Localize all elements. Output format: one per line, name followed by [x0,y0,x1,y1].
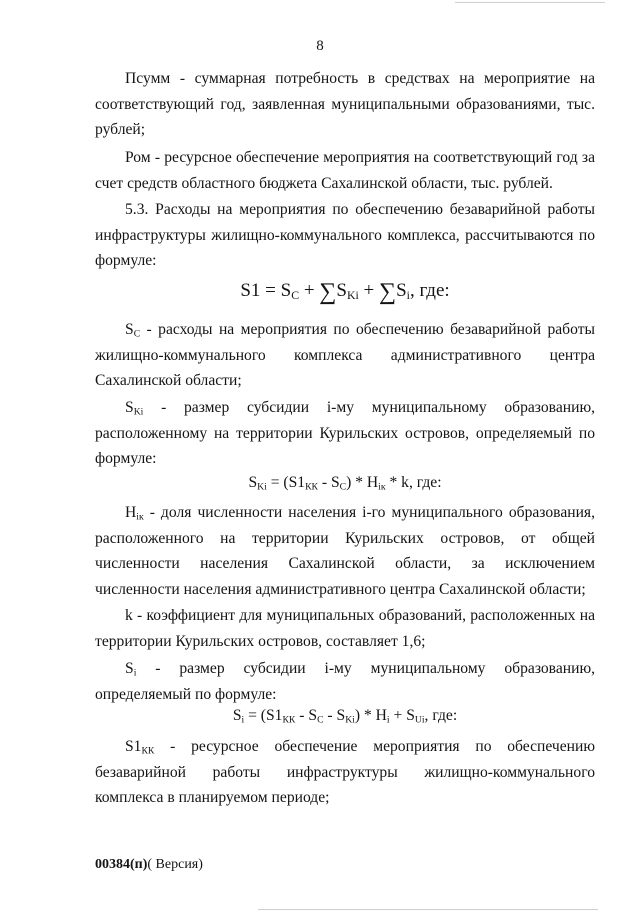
formula-si: $S_i = (S1_{КК} - S_C - S_{Ki}) * H_i + S_{Ui}$, где: [232,707,458,726]
scan-edge-top [455,2,605,3]
paragraph-rom: Ром - ресурсное обеспечение мероприятия на соответствующий год за счет средств областного бюджета Сахалинской области, тыс. рублей. [95,149,595,192]
document-version: ( Версия) [147,857,203,872]
paragraph-k: k - коэффициент для муниципальных образований, расположенных на территории Курильских островов, составляет 1,6; [95,607,595,650]
paragraph-sc: $S_C$ - расходы на мероприятия по обеспечению безаварийной работы жилищно-коммунального комплекса административного центра Сахалинской области; [95,321,595,389]
document-code: 00384(п) [95,857,148,872]
document-footer [95,857,203,873]
paragraph-psumm: Псумм - суммарная потребность в средствах на мероприятие на соответствующий год, заявленная муниципальными образованиями, тыс. рублей; [95,70,595,138]
scan-edge-bottom [258,909,598,910]
paragraph-ski: $S_{Ki}$ - размер субсидии i-му муниципальному образованию, расположенному на территории Курильских островов, определяемый по формуле: [95,399,595,467]
paragraph-section-5-3: 5.3. Расходы на мероприятия по обеспечению безаварийной работы инфраструктуры жилищно-коммунального комплекса, рассчитываются по формуле: [95,201,595,269]
page-number: 8 [316,38,324,54]
formula-s1: $S1 = S_C + \sum S_{Ki} + \sum S_i$, где: [240,279,450,305]
paragraph-s1kk: $S1_{КК}$ - ресурсное обеспечение мероприятия по обеспечению безаварийной работы инфраструктуры жилищно-коммунального комплекса в планируемом периоде; [95,738,595,806]
paragraph-si: $S_i$ - размер субсидии i-му муниципальному образованию, определяемый по формуле: [95,660,596,703]
formula-ski: $S_{Ki} = (S1_{КК} - S_C) * H_{iк} * k$, где: [248,474,442,493]
paragraph-hik: $H_{iк}$ - доля численности населения i-го муниципального образования, расположенного на территории Курильских островов, от общей численности населения Сахалинской области, за исключением численности населения административного центра Сахалинской области; [95,504,595,598]
